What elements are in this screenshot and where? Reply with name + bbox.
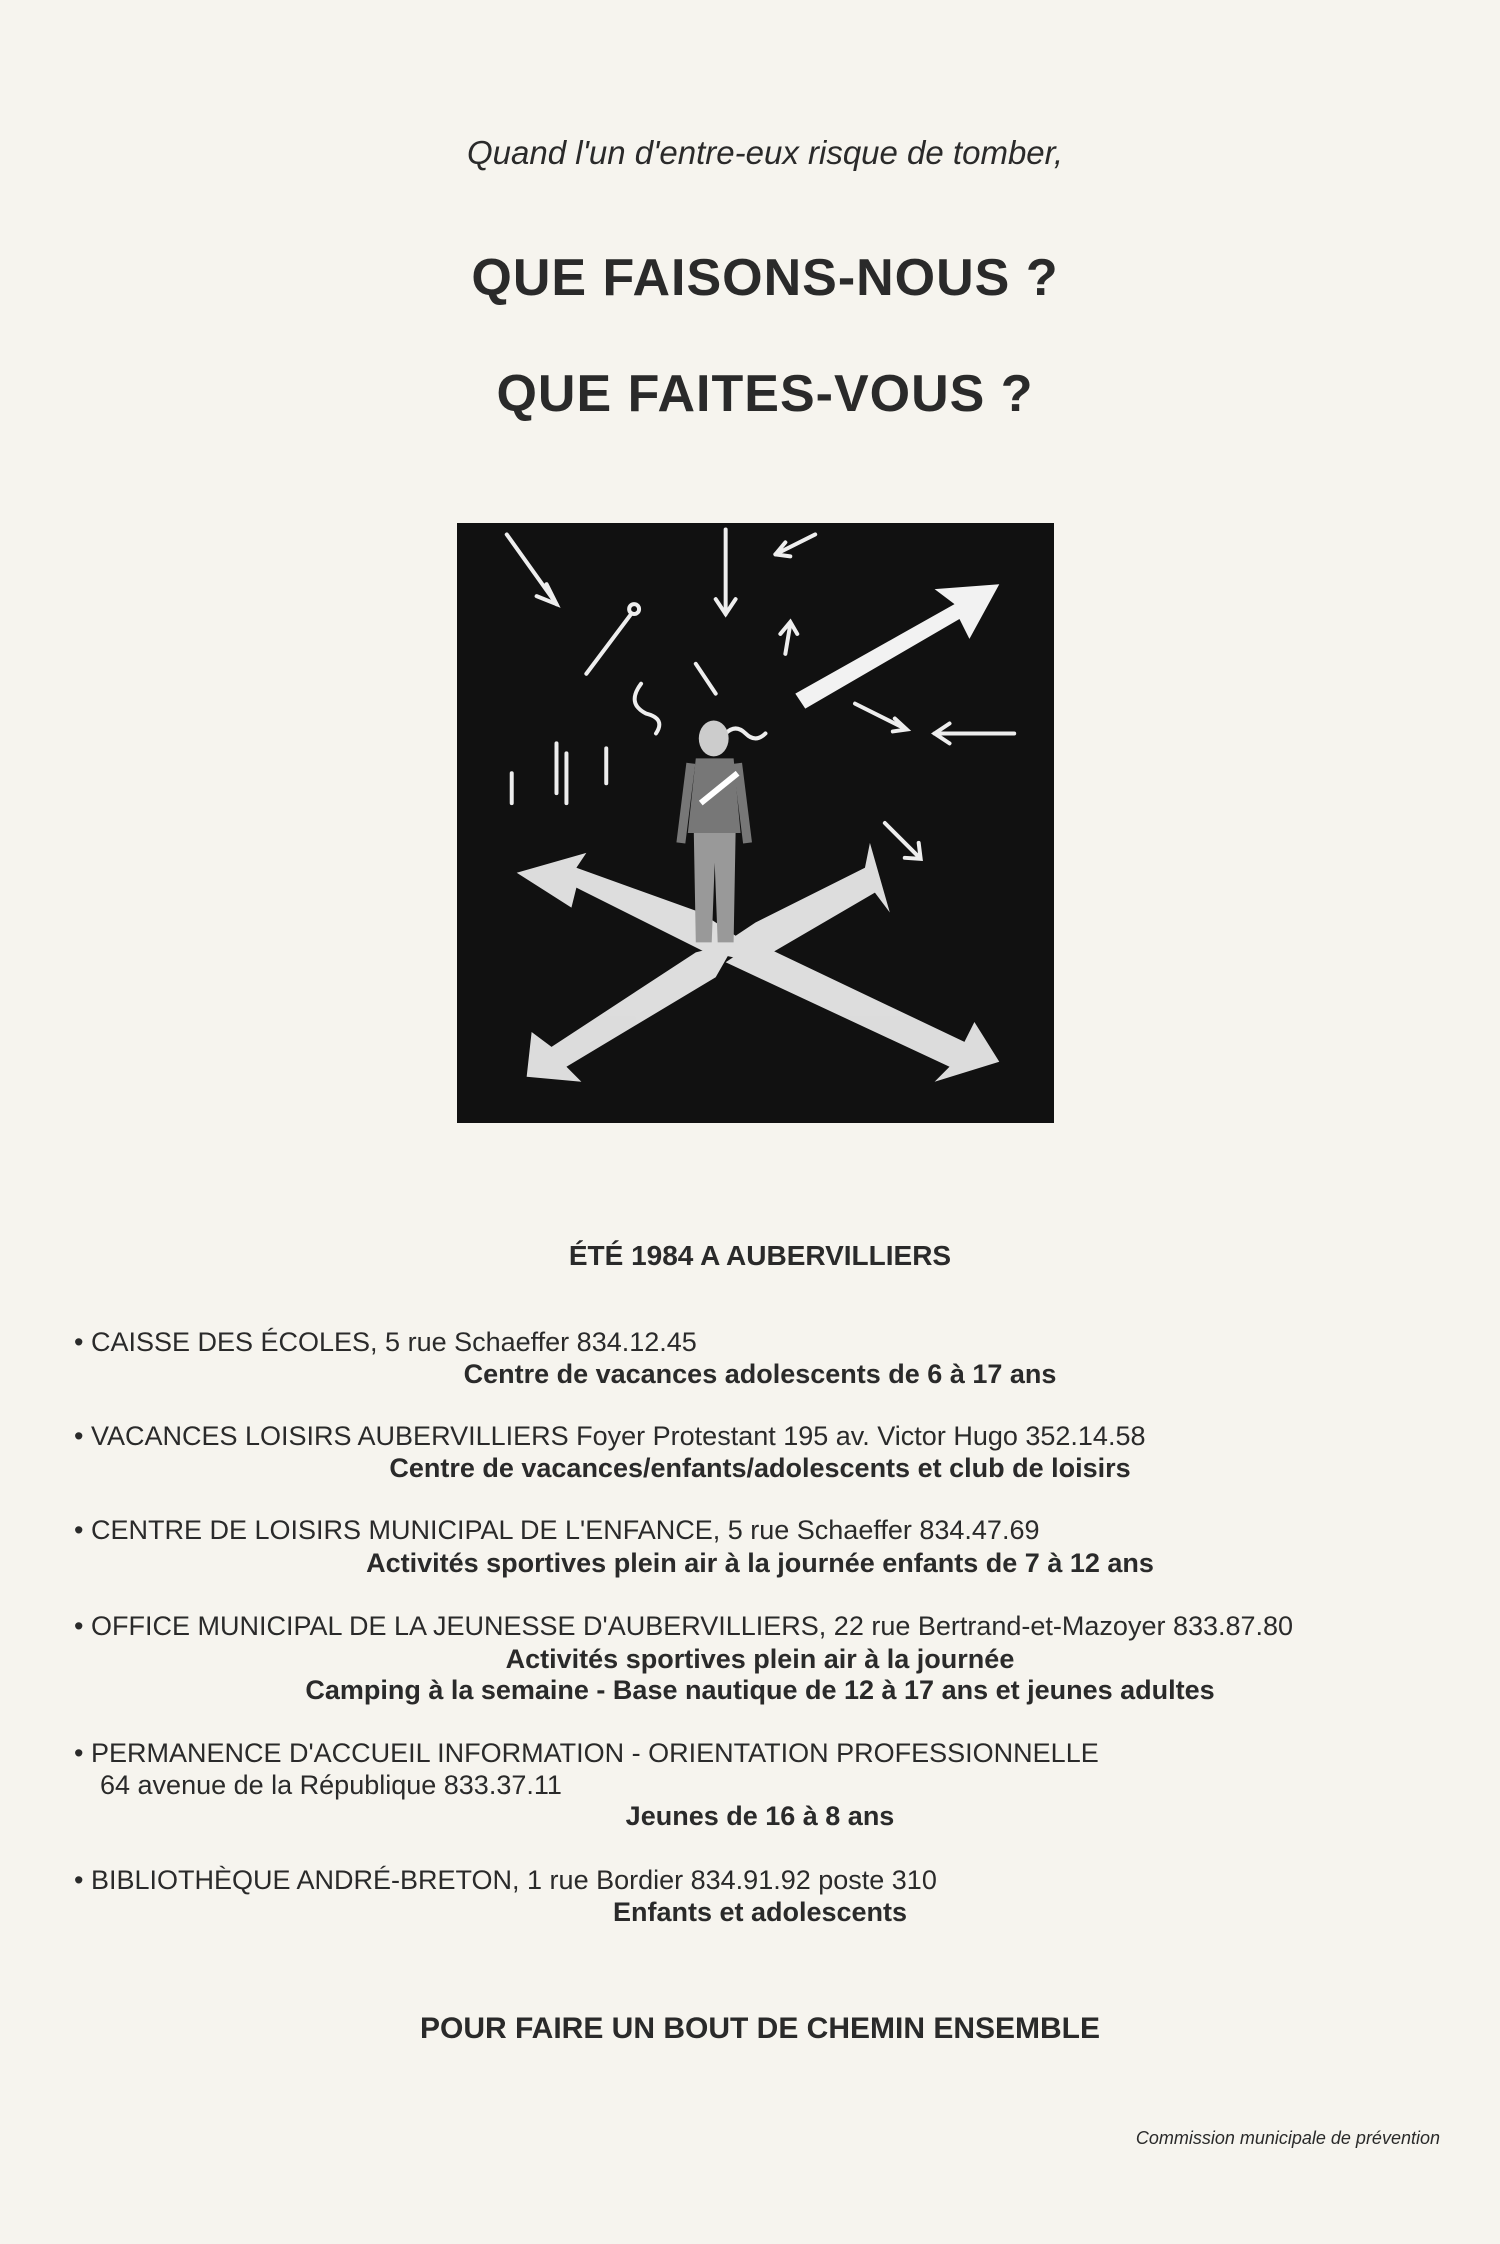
item-detail: Jeunes de 16 à 8 ans [625,1801,895,1831]
heading-que-faites-vous: QUE FAITES-VOUS ? [496,365,1034,423]
item-detail: Activités sportives plein air à la journée [505,1644,1015,1674]
item-title: • OFFICE MUNICIPAL DE LA JEUNESSE D'AUBERVILLIERS, 22 rue Bertrand-et-Mazoyer 833.87.80 [74,1611,1294,1641]
item-detail: Enfants et adolescents [612,1897,908,1927]
credit-line: Commission municipale de prévention [1135,2128,1440,2148]
illustration-crossroads [457,523,1054,1123]
item-address: 64 avenue de la République 833.37.11 [100,1770,562,1800]
item-title: • CENTRE DE LOISIRS MUNICIPAL DE L'ENFANCE, 5 rue Schaeffer 834.47.69 [74,1515,1040,1545]
item-title: • PERMANENCE D'ACCUEIL INFORMATION - ORIENTATION PROFESSIONNELLE [74,1738,1099,1768]
intro-line: Quand l'un d'entre-eux risque de tomber, [467,134,1063,171]
illustration-svg [457,523,1054,1123]
item-title: • BIBLIOTHÈQUE ANDRÉ-BRETON, 1 rue Bordier 834.91.92 poste 310 [74,1865,937,1895]
item-detail: Camping à la semaine - Base nautique de 12 à 17 ans et jeunes adultes [305,1675,1215,1705]
item-title: • CAISSE DES ÉCOLES, 5 rue Schaeffer 834.12.45 [74,1327,697,1357]
item-title: • VACANCES LOISIRS AUBERVILLIERS Foyer Protestant 195 av. Victor Hugo 352.14.58 [74,1421,1146,1451]
item-detail: Centre de vacances adolescents de 6 à 17 ans [463,1359,1057,1389]
item-detail: Centre de vacances/enfants/adolescents et club de loisirs [389,1453,1131,1483]
footer-slogan: POUR FAIRE UN BOUT DE CHEMIN ENSEMBLE [419,2012,1101,2045]
season-title: ÉTÉ 1984 A AUBERVILLIERS [568,1240,952,1271]
heading-que-faisons-nous: QUE FAISONS-NOUS ? [471,249,1059,307]
item-detail: Activités sportives plein air à la journée enfants de 7 à 12 ans [366,1548,1154,1578]
